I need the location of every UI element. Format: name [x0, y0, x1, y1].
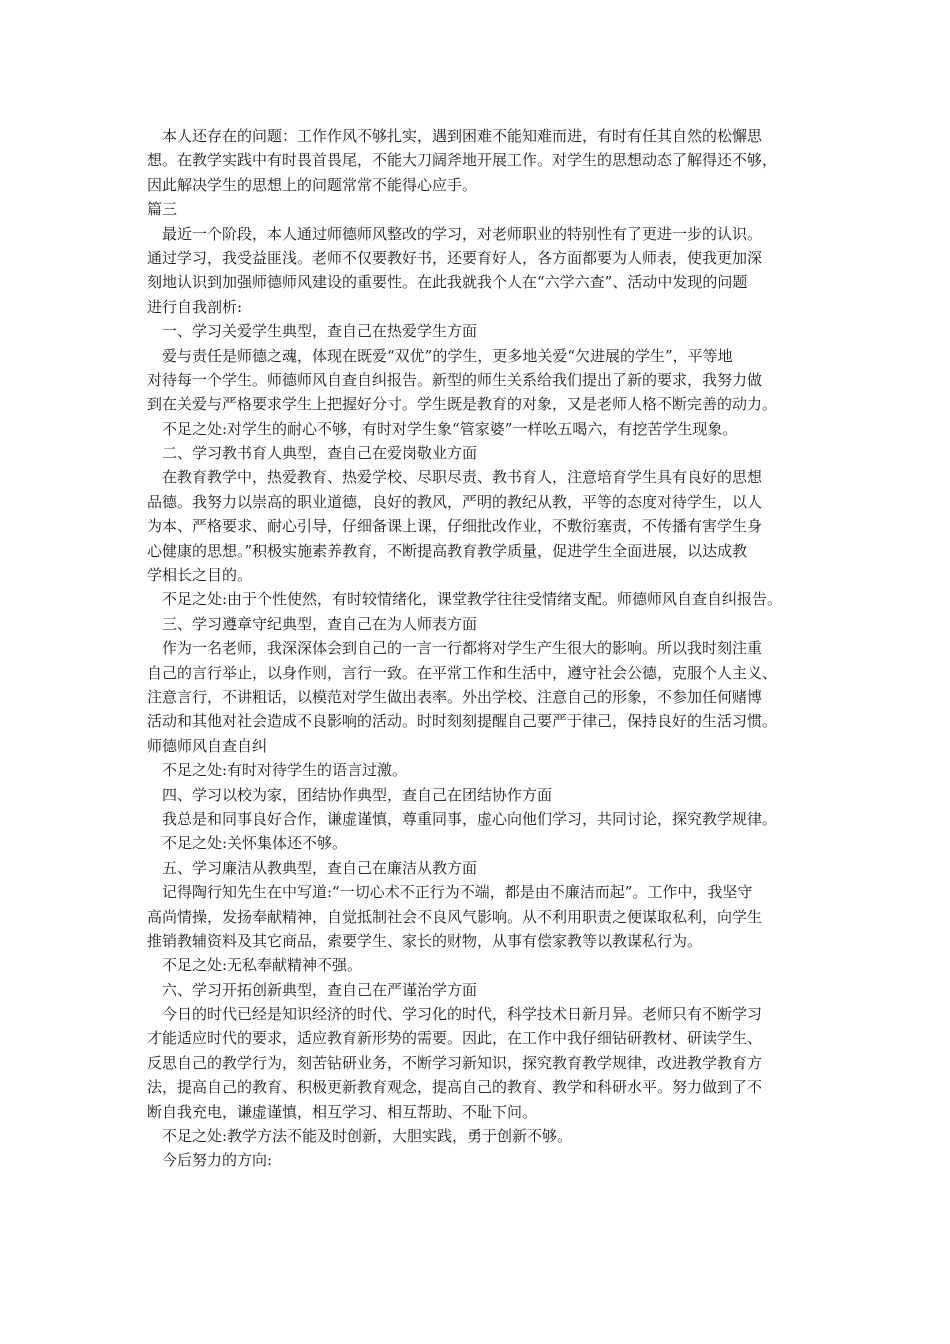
text-line: 不足之处:对学生的耐心不够，有时对学生象“管家婆”一样吆五喝六，有挖苦学生现象。	[162, 419, 738, 438]
text-line: 不足之处:由于个性使然，有时较情绪化，课堂教学往往受情绪支配。师德师风自查自纠报告。	[162, 590, 783, 609]
text-line: 六、学习开拓创新典型，查自己在严谨治学方面	[162, 980, 478, 999]
text-line: 注意言行，不讲粗话，以模范对学生做出表率。外出学校、注意自己的形象，不参加任何赌博	[147, 687, 763, 706]
text-line: 学相长之目的。	[147, 566, 253, 585]
text-line: 刻地认识到加强师德师风建设的重要性。在此我就我个人在“六学六查”、活动中发现的问题	[147, 273, 748, 292]
text-line: 师德师风自查自纠	[147, 736, 268, 755]
text-line: 因此解决学生的思想上的问题常常不能得心应手。	[147, 175, 478, 194]
text-line: 才能适应时代的要求，适应教育新形势的需要。因此，在工作中我仔细钻研教材、研读学生、	[147, 1029, 763, 1048]
text-line: 五、学习廉洁从教典型，查自己在廉洁从教方面	[162, 858, 478, 877]
text-line: 断自我充电，谦虚谨慎，相互学习、相互帮助、不耻下问。	[147, 1102, 538, 1121]
text-line: 活动和其他对社会造成不良影响的活动。时时刻刻提醒自己要严于律己，保持良好的生活习惯。	[147, 712, 778, 731]
text-line: 今日的时代已经是知识经济的时代、学习化的时代，科学技术日新月异。老师只有不断学习	[162, 1005, 763, 1024]
text-line: 最近一个阶段，本人通过师德师风整改的学习，对老师职业的特别性有了更进一步的认识。	[162, 224, 763, 243]
text-line: 反思自己的教学行为，刻苦钻研业务，不断学习新知识，探究教育教学规律，改进教学教育方	[147, 1053, 763, 1072]
text-line: 推销教辅资料及其它商品，索要学生、家长的财物，从事有偿家教等以教谋私行为。	[147, 931, 703, 950]
text-line: 心健康的思想。”积极实施素养教育，不断提高教育教学质量，促进学生全面进展，以达成教	[147, 541, 748, 560]
text-line: 爱与责任是师德之魂，体现在既爱“双优”的学生，更多地关爱“欠进展的学生”，平等地	[162, 346, 733, 365]
text-line: 我总是和同事良好合作，谦虚谨慎，尊重同事，虚心向他们学习，共同讨论，探究教学规律。	[162, 809, 778, 828]
text-line: 作为一名老师，我深深体会到自己的一言一行都将对学生产生很大的影响。所以我时刻注重	[162, 639, 763, 658]
text-line: 在教育教学中，热爱教育、热爱学校、尽职尽责、教书育人，注意培育学生具有良好的思想	[162, 468, 763, 487]
text-line: 法，提高自己的教育、积极更新教育观念，提高自己的教育、教学和科研水平。努力做到了不	[147, 1078, 763, 1097]
text-line: 通过学习，我受益匪浅。老师不仅要教好书，还要育好人，各方面都要为人师表，使我更加深	[147, 248, 763, 267]
text-line: 自己的言行举止，以身作则，言行一致。在平常工作和生活中，遵守社会公德，克服个人主义、	[147, 663, 778, 682]
text-line: 一、学习关爱学生典型，查自己在热爱学生方面	[162, 322, 478, 341]
text-line: 为本、严格要求、耐心引导，仔细备课上课，仔细批改作业，不敷衍塞责，不传播有害学生身	[147, 517, 763, 536]
text-line: 不足之处:无私奉献精神不强。	[162, 956, 363, 975]
text-line: 高尚情操，发扬奉献精神，自觉抵制社会不良风气影响。从不利用职责之便谋取私利，向学生	[147, 907, 763, 926]
text-line: 到在关爱与严格要求学生上把握好分寸。学生既是教育的对象，又是老师人格不断完善的动力。	[147, 395, 778, 414]
text-line: 今后努力的方向:	[162, 1151, 273, 1170]
text-line: 对待每一个学生。师德师风自查自纠报告。新型的师生关系给我们提出了新的要求，我努力做	[147, 370, 763, 389]
text-line: 想。在教学实践中有时畏首畏尾，不能大刀阔斧地开展工作。对学生的思想动态了解得还不够，	[147, 151, 778, 170]
text-line: 三、学习遵章守纪典型，查自己在为人师表方面	[162, 614, 478, 633]
text-line: 品德。我努力以崇高的职业道德，良好的教风，严明的教纪从教，平等的态度对待学生，以人	[147, 492, 763, 511]
text-line: 不足之处:关怀集体还不够。	[162, 834, 348, 853]
text-line: 本人还存在的问题：工作作风不够扎实，遇到困难不能知难而进，有时有任其自然的松懈思	[162, 127, 763, 145]
text-line: 不足之处:有时对待学生的语言过激。	[162, 761, 408, 780]
text-line: 二、学习教书育人典型，查自己在爱岗敬业方面	[162, 444, 478, 463]
text-line: 篇三	[147, 200, 178, 219]
text-line: 记得陶行知先生在中写道:“一切心术不正行为不端，都是由不廉洁而起”。工作中，我坚守	[162, 883, 753, 902]
document-body	[147, 124, 817, 1173]
text-line: 四、学习以校为家，团结协作典型，查自己在团结协作方面	[162, 785, 553, 804]
text-line: 不足之处:教学方法不能及时创新，大胆实践，勇于创新不够。	[162, 1127, 573, 1146]
text-line: 进行自我剖析:	[147, 297, 243, 316]
